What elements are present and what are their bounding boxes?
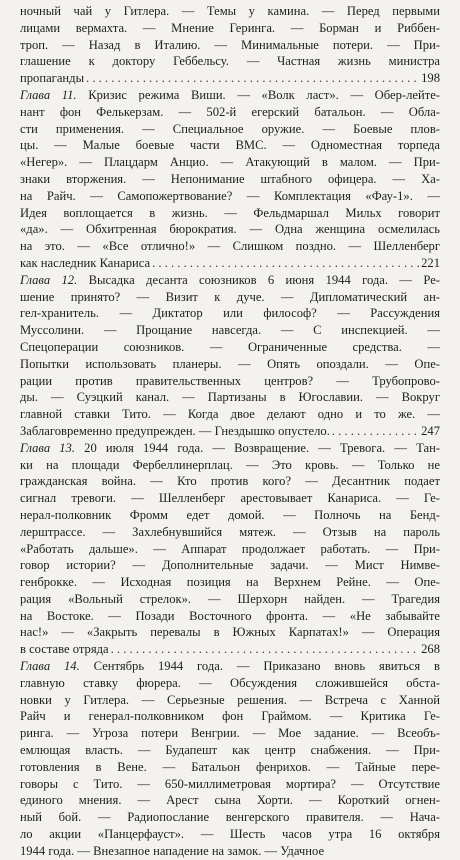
- page-number: 247: [421, 423, 440, 438]
- entry-text: Муссолини. — Прощание навсегда. — С инспекцией. —: [20, 323, 440, 338]
- toc-line: [20, 272, 440, 289]
- toc-line: [20, 826, 440, 843]
- entry-text: нант фон Фелькерзам. — 502-й егерский батальон. — Обла-: [20, 104, 440, 119]
- toc-line: [20, 524, 440, 541]
- chapter-label: Глава 12.: [20, 272, 78, 287]
- toc-section: [20, 440, 440, 658]
- page-number: 221: [421, 255, 440, 270]
- entry-text: лерштрассе. — Захлебнувшийся мятеж. — Отзыв на пароль: [20, 524, 440, 539]
- dot-leader: [152, 255, 419, 272]
- entry-text: готовления в Вене. — Батальон фенрихов. — Тайные пере-: [20, 759, 440, 774]
- entry-text: на это. — «Все отлично!» — Слишком поздно. — Шелленберг: [20, 239, 440, 254]
- entry-text: гражданская война. — Кто против кого? — Десантник подает: [20, 474, 440, 489]
- toc-line: [20, 692, 440, 709]
- entry-text: в составе отряда: [20, 642, 109, 657]
- entry-text: знаки вторжения. — Непонимание штабного офицера. — Ха-: [20, 171, 440, 186]
- dot-leader: [111, 641, 419, 658]
- toc-line: [20, 322, 440, 339]
- toc-section: [20, 272, 440, 440]
- entry-text: рации против правительственных центров? — Трубопрово-: [20, 373, 440, 388]
- toc-section: [20, 3, 440, 87]
- toc-section: [20, 87, 440, 272]
- entry-text: рация «Вольный стрелок». — Шерхорн найден. — Трагедия: [20, 591, 440, 606]
- toc-line: [20, 137, 440, 154]
- toc-entry-end-line: [20, 423, 440, 440]
- toc-line: [20, 389, 440, 406]
- entry-text: ды. — Суэцкий канал. — Партизаны в Югославии. — Вокруг: [20, 390, 440, 405]
- toc-line: [20, 457, 440, 474]
- entry-text: Сентябрь 1944 года. — Приказано вновь явиться в: [93, 659, 440, 674]
- entry-text: на Востоке. — Позади Восточного фронта. — «Не забывайте: [20, 608, 440, 623]
- entry-text: главную ставку фюрера. — Обсуждения сложившейся обста-: [20, 675, 440, 690]
- toc-line: [20, 289, 440, 306]
- toc-line: [20, 87, 440, 104]
- dot-leader: [332, 423, 419, 440]
- entry-text: нас!» — «Закрыть перевалы в Южных Карпатах!» — Операция: [20, 625, 440, 640]
- entry-text: пропаганды: [20, 71, 85, 86]
- entry-text: ло акции «Панцерфауст». — Шесть часов утра 16 октября: [20, 827, 440, 842]
- entry-text: «Негер». — Плацдарм Анцио. — Атакующий в малом. — При-: [20, 155, 440, 170]
- entry-text: гел-хранитель. — Диктатор или философ? — Рассуждения: [20, 306, 440, 321]
- toc-line: [20, 121, 440, 138]
- toc-line: [20, 776, 440, 793]
- toc-line: [20, 725, 440, 742]
- entry-text: лицами вермахта. — Мнение Геринга. — Борман и Риббен-: [20, 20, 440, 35]
- toc-line: [20, 104, 440, 121]
- toc-line: [20, 3, 440, 20]
- toc-line: [20, 541, 440, 558]
- toc-line: [20, 809, 440, 826]
- entry-text: говор истории? — Дополнительные задачи. — Мист Нимве-: [20, 558, 440, 573]
- entry-text: «да». — Обхитренная бюрократия. — Одна женщина осмелилась: [20, 222, 440, 237]
- toc-line: [20, 221, 440, 238]
- toc-line: [20, 356, 440, 373]
- entry-text: глашение к доктору Геббельсу. — Частная жизнь министра: [20, 54, 440, 69]
- toc-entry-end-line: [20, 641, 440, 658]
- entry-text: «Работать дальше». — Аппарат продолжает работать. — При-: [20, 541, 440, 556]
- toc-line: [20, 557, 440, 574]
- page-number: 198: [421, 71, 440, 86]
- entry-text: ный бой. — Радиопослание венгерского правителя. — Нача-: [20, 810, 440, 825]
- toc-line: [20, 238, 440, 255]
- entry-text: Попытки использовать планеры. — Опять опоздали. — Опе-: [20, 356, 440, 371]
- entry-text: Заблаговременно предупрежден. — Гнездышко опустело.: [20, 423, 330, 438]
- entry-text: Райч и генерал-полковником фон Граймом. — Критика Ге-: [20, 709, 440, 724]
- toc-entry-end-line: [20, 255, 440, 272]
- page-number: 268: [421, 642, 440, 657]
- toc-line: [20, 188, 440, 205]
- toc-line: [20, 675, 440, 692]
- toc-line: [20, 507, 440, 524]
- toc-line: [20, 440, 440, 457]
- toc-line: [20, 624, 440, 641]
- entry-text: емлющая власть. — Будапешт как центр снабжения. — При-: [20, 743, 440, 758]
- entry-text: Высадка десанта союзников 6 июня 1944 года. — Ре-: [88, 272, 440, 287]
- toc-line: [20, 792, 440, 809]
- toc-line: [20, 20, 440, 37]
- entry-text: ринга. — Угроза потери Венгрии. — Мое задание. — Всеобъ-: [20, 726, 440, 741]
- toc-line: [20, 205, 440, 222]
- toc-line: [20, 574, 440, 591]
- entry-text: 20 июля 1944 года. — Возвращение. — Тревога. — Тан-: [84, 440, 440, 455]
- entry-text: 1944 года. — Внезапное нападение на замок. — Удачное: [20, 843, 325, 858]
- entry-text: ки на площади Фербеллинерплац. — Это кровь. — Только не: [20, 457, 440, 472]
- toc-line: [20, 171, 440, 188]
- entry-text: ночный чай у Гитлера. — Темы у камина. — Перед первыми: [20, 4, 440, 18]
- toc-line: [20, 473, 440, 490]
- entry-text: цы. — Малые боевые части ВМС. — Одноместная торпеда: [20, 138, 440, 153]
- entry-text: единого мнения. — Арест сына Хорти. — Короткий огнен-: [20, 793, 440, 808]
- toc-line: [20, 591, 440, 608]
- toc-line: [20, 373, 440, 390]
- entry-text: главной ставки Тито. — Когда двое делают одно и то же. —: [20, 407, 440, 422]
- toc-section: [20, 658, 440, 860]
- entry-text: Кризис режима Виши. — «Волк ласт». — Обер-лейте-: [88, 87, 440, 102]
- entry-text: генброкке. — Исходная позиция на Верхнем Рейне. — Опе-: [20, 575, 440, 590]
- toc-line: [20, 154, 440, 171]
- toc-line: [20, 37, 440, 54]
- toc-line: [20, 305, 440, 322]
- toc-line: [20, 843, 440, 860]
- toc-line: [20, 759, 440, 776]
- toc-line: [20, 339, 440, 356]
- entry-text: сти применения. — Специальное оружие. — Боевые плов-: [20, 121, 440, 136]
- entry-text: нерал-полковник Фромм едет домой. — Полночь на Бенд-: [20, 507, 440, 522]
- toc-line: [20, 406, 440, 423]
- entry-text: как наследник Канариса: [20, 255, 151, 270]
- toc-entry-end-line: [20, 70, 440, 87]
- entry-text: Спецоперации союзников. — Ограниченные средства. —: [20, 339, 440, 354]
- toc-line: [20, 53, 440, 70]
- entry-text: троп. — Назад в Италию. — Минимальные потери. — При-: [20, 37, 440, 52]
- entry-text: сигнал тревоги. — Шелленберг арестовывает Канариса. — Ге-: [20, 491, 440, 506]
- entry-text: на Райч. — Самопожертвование? — Комплектация «Фау-1». —: [20, 188, 440, 203]
- toc-line: [20, 608, 440, 625]
- chapter-label: Глава 14.: [20, 659, 80, 674]
- entry-text: шение принято? — Визит к дуче. — Дипломатический ан-: [20, 289, 440, 304]
- toc-line: [20, 490, 440, 507]
- entry-text: Идея воплощается в жизнь. — Фельдмаршал Мильх говорит: [20, 205, 440, 220]
- entry-text: новки у Гитлера. — Серьезные решения. — Встреча с Ханной: [20, 692, 440, 707]
- chapter-label: Глава 11.: [20, 87, 77, 102]
- toc-line: [20, 658, 440, 675]
- dot-leader: [86, 70, 419, 87]
- chapter-label: Глава 13.: [20, 440, 76, 455]
- entry-text: говоры с Тито. — 650-миллиметровая мортира? — Отсутствие: [20, 776, 440, 791]
- toc-line: [20, 708, 440, 725]
- toc-line: [20, 742, 440, 759]
